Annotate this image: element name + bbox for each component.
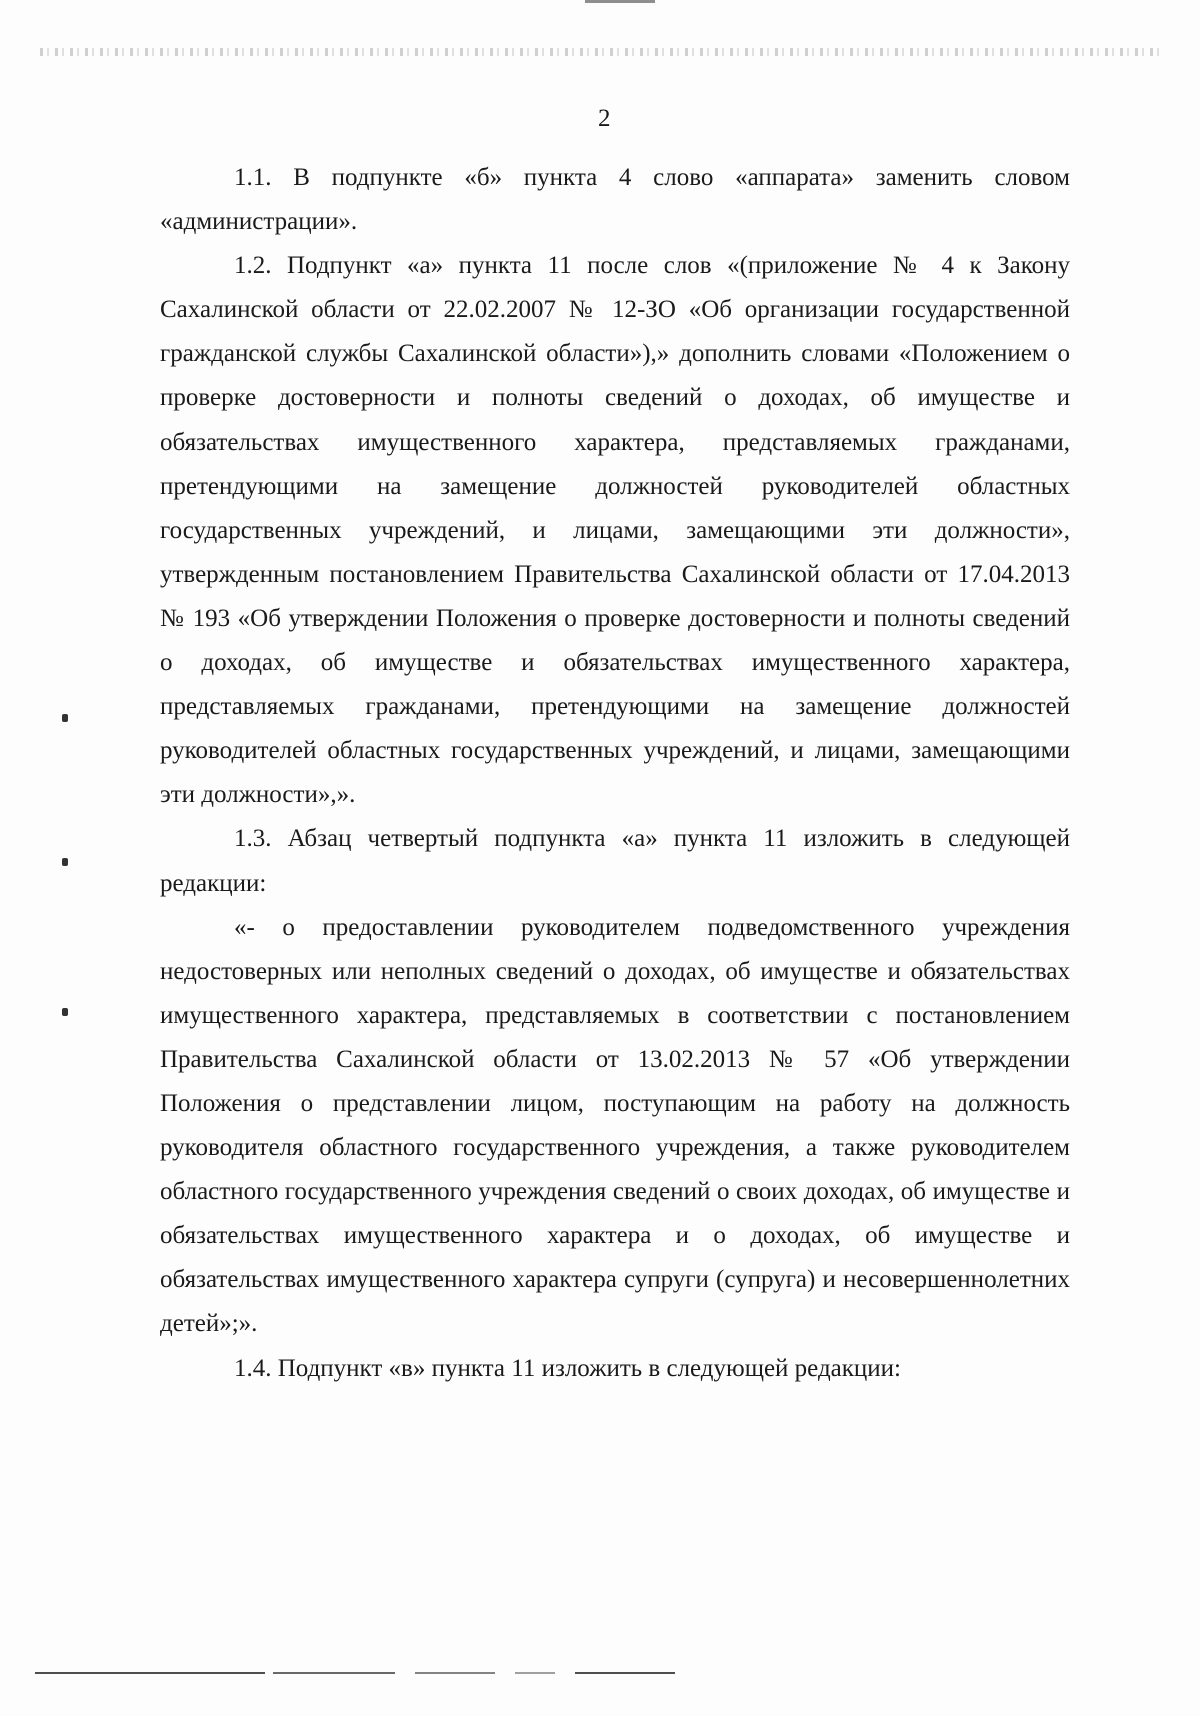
paragraph-quote: «- о предоставлении руководителем подведомственного учреждения недостоверных или неполных сведений о доходах, об имуществе и обязательствах имущественного характера, представляемых в соответствии с постановлением Правительства Сахалинской области от 13.02.2013 № 57 «Об утверждении Положения о представлении лицом, поступающим на работу на должность руководителя областного государственного учреждения, а также руководителем областного государственного учреждения сведений о своих доходах, об имуществе и обязательствах имущественного характера и о доходах, об имуществе и обязательствах имущественного характера супруги (супруга) и несовершеннолетних детей»;». [160,913,1070,1338]
scan-artifact-margin-mark [62,1008,68,1016]
paragraph-1-1: 1.1. В подпункте «б» пункта 4 слово «аппарата» заменить словом «администрации». [160,164,1070,236]
paragraph-1-2: 1.2. Подпункт «а» пункта 11 после слов «(приложение № 4 к Закону Сахалинской области от 22.02.2007 № 12-ЗО «Об организации государственной гражданской службы Сахалинской области»),» дополнить словами «Положением о проверке достоверности и полноты сведений о доходах, об имуществе и обязательствах имущественного характера, представляемых гражданами, претендующими на замещение должностей руководителей областных государственных учреждений, и лицами, замещающими эти должности», утвержденным постановлением Правительства Сахалинской области от 17.04.2013 № 193 «Об утверждении Положения о проверке достоверности и полноты сведений о доходах, об имуществе и обязательствах имущественного характера, представляемых гражданами, претендующими на замещение должностей руководителей областных государственных учреждений, и лицами, замещающими эти должности»,». [160,252,1070,809]
scan-artifact-top-line [40,48,1160,56]
scan-artifact-margin-mark [62,714,68,722]
paragraph-1-4: 1.4. Подпункт «в» пункта 11 изложить в следующей редакции: [234,1354,901,1382]
scan-artifact-top-mark [585,0,655,3]
scan-artifact-bottom-line [35,1672,675,1674]
paragraph-1-3: 1.3. Абзац четвертый подпункта «а» пункта 11 изложить в следующей редакции: [160,825,1070,897]
page-number: 2 [598,105,611,132]
scan-artifact-margin-mark [62,858,68,866]
document-body [160,156,1070,1391]
